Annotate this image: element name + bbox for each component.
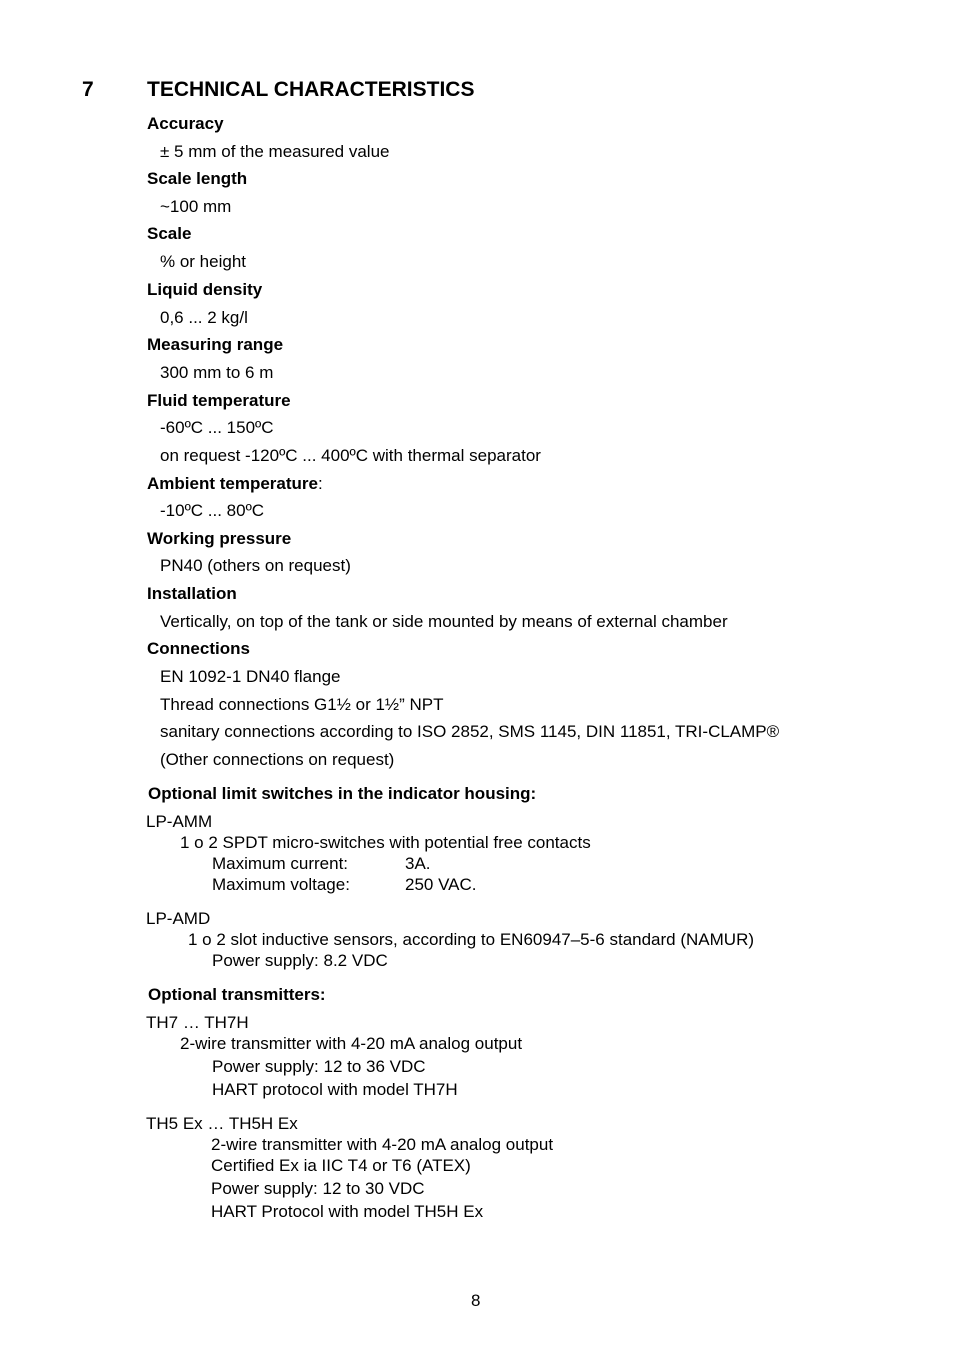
lp-amm-voltage-label: Maximum voltage:: [212, 875, 350, 894]
ambient-temperature-value: -10ºC ... 80ºC: [160, 501, 265, 520]
lp-amm-current-label: Maximum current:: [212, 854, 349, 873]
th5-cert: Certified Ex ia IIC T4 or T6 (ATEX): [211, 1156, 471, 1175]
fluid-temperature-label: Fluid temperature: [147, 391, 291, 410]
connections-label: Connections: [147, 639, 250, 658]
measuring-range-label: Measuring range: [147, 335, 284, 354]
th5-hart: HART Protocol with model TH5H Ex: [211, 1202, 484, 1221]
section-number: 7: [82, 78, 94, 101]
installation-value: Vertically, on top of the tank or side mounted by means of external chamber: [160, 612, 728, 631]
th7-model: TH7 … TH7H: [146, 1013, 249, 1032]
limit-switches-heading: Optional limit switches in the indicator housing:: [148, 784, 537, 803]
th7-desc: 2-wire transmitter with 4-20 mA analog output: [180, 1034, 523, 1053]
connections-thread: Thread connections G1½ or 1½” NPT: [160, 695, 444, 714]
working-pressure-value: PN40 (others on request): [160, 556, 351, 575]
scale-value: % or height: [160, 252, 246, 271]
ambient-temperature-colon: :: [317, 474, 323, 493]
lp-amd-desc: 1 o 2 slot inductive sensors, according to EN60947–5-6 standard (NAMUR): [188, 930, 755, 949]
lp-amm-current-value: 3A.: [405, 854, 431, 873]
connections-sanitary: sanitary connections according to ISO 2852, SMS 1145, DIN 11851, TRI-CLAMP®: [160, 722, 780, 741]
lp-amm-desc: 1 o 2 SPDT micro-switches with potential free contacts: [180, 833, 591, 852]
connections-other: (Other connections on request): [160, 750, 395, 769]
scale-length-label: Scale length: [147, 169, 248, 188]
connections-flange: EN 1092-1 DN40 flange: [160, 667, 341, 686]
th7-hart: HART protocol with model TH7H: [212, 1080, 458, 1099]
scale-label: Scale: [147, 224, 192, 243]
accuracy-value: ± 5 mm of the measured value: [160, 142, 390, 161]
fluid-temperature-request: on request -120ºC ... 400ºC with thermal separator: [160, 446, 541, 465]
th5-model: TH5 Ex … TH5H Ex: [146, 1114, 298, 1133]
transmitters-heading: Optional transmitters:: [148, 985, 326, 1004]
liquid-density-label: Liquid density: [147, 280, 263, 299]
liquid-density-value: 0,6 ... 2 kg/l: [160, 308, 248, 327]
section-title: TECHNICAL CHARACTERISTICS: [147, 78, 475, 101]
page-number: 8: [471, 1291, 481, 1310]
ambient-temperature-heading: [147, 474, 323, 494]
ambient-temperature-label: Ambient temperature: [147, 474, 318, 493]
working-pressure-label: Working pressure: [147, 529, 292, 548]
scale-length-value: ~100 mm: [160, 197, 232, 216]
lp-amd-power: Power supply: 8.2 VDC: [212, 951, 388, 970]
lp-amd-model: LP-AMD: [146, 909, 211, 928]
fluid-temperature-value: -60ºC ... 150ºC: [160, 418, 274, 437]
th5-power: Power supply: 12 to 30 VDC: [211, 1179, 425, 1198]
measuring-range-value: 300 mm to 6 m: [160, 363, 274, 382]
th5-desc: 2-wire transmitter with 4-20 mA analog output: [211, 1135, 554, 1154]
installation-label: Installation: [147, 584, 237, 603]
lp-amm-voltage-value: 250 VAC.: [405, 875, 477, 894]
accuracy-label: Accuracy: [147, 114, 224, 133]
lp-amm-model: LP-AMM: [146, 812, 213, 831]
th7-power: Power supply: 12 to 36 VDC: [212, 1057, 426, 1076]
